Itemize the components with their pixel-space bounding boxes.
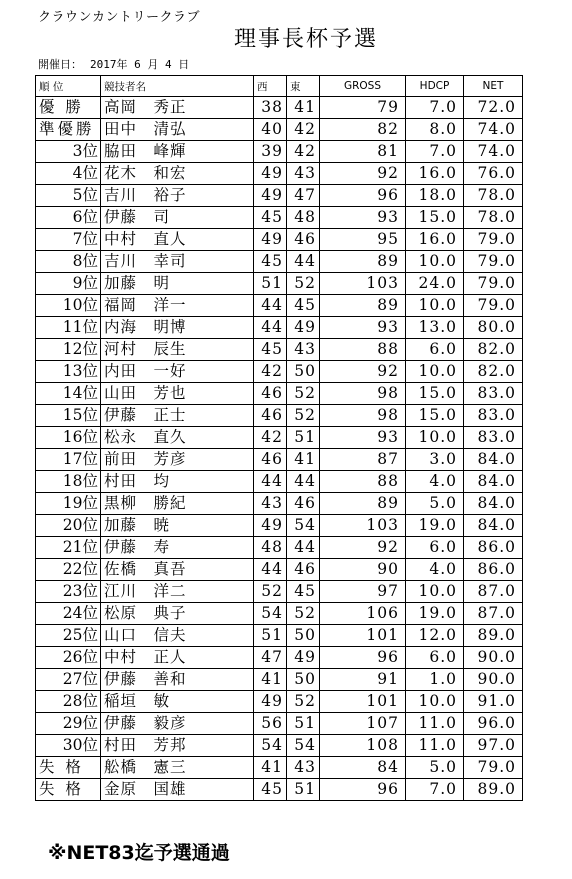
- rank-cell: 5位: [36, 185, 101, 207]
- net-cell: 82.0: [464, 361, 523, 383]
- east-score-cell: 41: [287, 97, 320, 119]
- table-row: [36, 581, 523, 603]
- net-cell: 90.0: [464, 669, 523, 691]
- rank-cell: 6位: [36, 207, 101, 229]
- gross-cell: 103: [320, 273, 406, 295]
- col-header-net: NET: [464, 76, 523, 97]
- name-cell: 吉川 裕子: [101, 185, 254, 207]
- west-score-cell: 39: [254, 141, 287, 163]
- net-cell: 79.0: [464, 757, 523, 779]
- hdcp-cell: 10.0: [406, 295, 464, 317]
- net-cell: 79.0: [464, 229, 523, 251]
- gross-cell: 89: [320, 493, 406, 515]
- east-score-cell: 47: [287, 185, 320, 207]
- table-row: [36, 119, 523, 141]
- rank-cell: 21位: [36, 537, 101, 559]
- rank-cell: 29位: [36, 713, 101, 735]
- gross-cell: 81: [320, 141, 406, 163]
- gross-cell: 96: [320, 779, 406, 801]
- hdcp-cell: 5.0: [406, 757, 464, 779]
- name-cell: 中村 正人: [101, 647, 254, 669]
- name-cell: 松永 直久: [101, 427, 254, 449]
- name-cell: 金原 国雄: [101, 779, 254, 801]
- name-cell: 前田 芳彦: [101, 449, 254, 471]
- table-row: [36, 735, 523, 757]
- west-score-cell: 42: [254, 427, 287, 449]
- net-cell: 76.0: [464, 163, 523, 185]
- gross-cell: 92: [320, 361, 406, 383]
- east-score-cell: 51: [287, 779, 320, 801]
- net-cell: 74.0: [464, 119, 523, 141]
- name-cell: 村田 芳邦: [101, 735, 254, 757]
- rank-cell: 13位: [36, 361, 101, 383]
- gross-cell: 92: [320, 163, 406, 185]
- east-score-cell: 52: [287, 273, 320, 295]
- gross-cell: 103: [320, 515, 406, 537]
- rank-cell: 26位: [36, 647, 101, 669]
- net-cell: 91.0: [464, 691, 523, 713]
- name-cell: 伊藤 寿: [101, 537, 254, 559]
- east-score-cell: 44: [287, 537, 320, 559]
- west-score-cell: 41: [254, 757, 287, 779]
- east-score-cell: 42: [287, 141, 320, 163]
- table-row: [36, 97, 523, 119]
- west-score-cell: 54: [254, 603, 287, 625]
- hdcp-cell: 19.0: [406, 515, 464, 537]
- rank-cell: 7位: [36, 229, 101, 251]
- gross-cell: 96: [320, 185, 406, 207]
- table-row: [36, 405, 523, 427]
- hdcp-cell: 18.0: [406, 185, 464, 207]
- header-row: [36, 76, 523, 97]
- east-score-cell: 52: [287, 383, 320, 405]
- west-score-cell: 48: [254, 537, 287, 559]
- net-cell: 83.0: [464, 427, 523, 449]
- gross-cell: 98: [320, 383, 406, 405]
- east-score-cell: 43: [287, 163, 320, 185]
- gross-cell: 79: [320, 97, 406, 119]
- net-cell: 74.0: [464, 141, 523, 163]
- gross-cell: 96: [320, 647, 406, 669]
- rank-cell: 4位: [36, 163, 101, 185]
- net-cell: 72.0: [464, 97, 523, 119]
- hdcp-cell: 4.0: [406, 471, 464, 493]
- name-cell: 吉川 幸司: [101, 251, 254, 273]
- hdcp-cell: 8.0: [406, 119, 464, 141]
- rank-cell: 28位: [36, 691, 101, 713]
- net-cell: 86.0: [464, 537, 523, 559]
- gross-cell: 95: [320, 229, 406, 251]
- table-row: [36, 713, 523, 735]
- hdcp-cell: 1.0: [406, 669, 464, 691]
- east-score-cell: 50: [287, 669, 320, 691]
- east-score-cell: 44: [287, 471, 320, 493]
- table-row: [36, 295, 523, 317]
- name-cell: 山田 芳也: [101, 383, 254, 405]
- west-score-cell: 54: [254, 735, 287, 757]
- hdcp-cell: 13.0: [406, 317, 464, 339]
- name-cell: 舩橋 憲三: [101, 757, 254, 779]
- club-name: クラウンカントリークラブ: [38, 10, 201, 25]
- west-score-cell: 40: [254, 119, 287, 141]
- gross-cell: 84: [320, 757, 406, 779]
- gross-cell: 89: [320, 251, 406, 273]
- net-cell: 89.0: [464, 625, 523, 647]
- west-score-cell: 44: [254, 295, 287, 317]
- net-cell: 84.0: [464, 449, 523, 471]
- net-cell: 78.0: [464, 185, 523, 207]
- table-row: [36, 185, 523, 207]
- rank-cell: 20位: [36, 515, 101, 537]
- col-header-east: 東: [287, 76, 320, 97]
- name-cell: 福岡 洋一: [101, 295, 254, 317]
- west-score-cell: 47: [254, 647, 287, 669]
- table-row: [36, 603, 523, 625]
- date-label: 開催日：: [38, 58, 82, 71]
- east-score-cell: 45: [287, 581, 320, 603]
- east-score-cell: 54: [287, 515, 320, 537]
- gross-cell: 107: [320, 713, 406, 735]
- rank-cell: 16位: [36, 427, 101, 449]
- east-score-cell: 52: [287, 603, 320, 625]
- page-title: 理事長杯予選: [233, 27, 378, 52]
- net-cell: 90.0: [464, 647, 523, 669]
- hdcp-cell: 10.0: [406, 691, 464, 713]
- name-cell: 佐橋 真吾: [101, 559, 254, 581]
- west-score-cell: 45: [254, 207, 287, 229]
- table-row: [36, 141, 523, 163]
- east-score-cell: 54: [287, 735, 320, 757]
- table-row: [36, 229, 523, 251]
- col-header-name: 競技者名: [101, 76, 254, 97]
- net-cell: 84.0: [464, 493, 523, 515]
- name-cell: 松原 典子: [101, 603, 254, 625]
- rank-cell: 失 格: [36, 779, 101, 801]
- hdcp-cell: 15.0: [406, 383, 464, 405]
- west-score-cell: 42: [254, 361, 287, 383]
- table-row: [36, 361, 523, 383]
- west-score-cell: 44: [254, 471, 287, 493]
- net-cell: 83.0: [464, 383, 523, 405]
- west-score-cell: 45: [254, 339, 287, 361]
- hdcp-cell: 15.0: [406, 207, 464, 229]
- gross-cell: 101: [320, 625, 406, 647]
- hdcp-cell: 7.0: [406, 779, 464, 801]
- gross-cell: 91: [320, 669, 406, 691]
- hdcp-cell: 10.0: [406, 251, 464, 273]
- east-score-cell: 49: [287, 647, 320, 669]
- west-score-cell: 44: [254, 317, 287, 339]
- table-row: [36, 449, 523, 471]
- east-score-cell: 52: [287, 691, 320, 713]
- table-row: [36, 779, 523, 801]
- net-cell: 82.0: [464, 339, 523, 361]
- name-cell: 内田 一好: [101, 361, 254, 383]
- rank-cell: 30位: [36, 735, 101, 757]
- east-score-cell: 46: [287, 559, 320, 581]
- rank-cell: 17位: [36, 449, 101, 471]
- east-score-cell: 51: [287, 713, 320, 735]
- gross-cell: 88: [320, 339, 406, 361]
- east-score-cell: 44: [287, 251, 320, 273]
- net-cell: 89.0: [464, 779, 523, 801]
- table-row: [36, 493, 523, 515]
- table-row: [36, 207, 523, 229]
- table-row: [36, 273, 523, 295]
- rank-cell: 準優勝: [36, 119, 101, 141]
- hdcp-cell: 11.0: [406, 713, 464, 735]
- hdcp-cell: 19.0: [406, 603, 464, 625]
- net-cell: 97.0: [464, 735, 523, 757]
- gross-cell: 93: [320, 317, 406, 339]
- gross-cell: 82: [320, 119, 406, 141]
- gross-cell: 88: [320, 471, 406, 493]
- rank-cell: 27位: [36, 669, 101, 691]
- east-score-cell: 50: [287, 625, 320, 647]
- west-score-cell: 49: [254, 515, 287, 537]
- rank-cell: 23位: [36, 581, 101, 603]
- gross-cell: 101: [320, 691, 406, 713]
- west-score-cell: 46: [254, 449, 287, 471]
- hdcp-cell: 6.0: [406, 647, 464, 669]
- col-header-hdcp: HDCP: [406, 76, 464, 97]
- hdcp-cell: 12.0: [406, 625, 464, 647]
- west-score-cell: 45: [254, 779, 287, 801]
- table-row: [36, 757, 523, 779]
- name-cell: 中村 直人: [101, 229, 254, 251]
- rank-cell: 9位: [36, 273, 101, 295]
- net-cell: 79.0: [464, 251, 523, 273]
- name-cell: 花木 和宏: [101, 163, 254, 185]
- east-score-cell: 42: [287, 119, 320, 141]
- date-value: 2017年 6 月 4 日: [90, 58, 190, 71]
- gross-cell: 90: [320, 559, 406, 581]
- name-cell: 脇田 峰輝: [101, 141, 254, 163]
- rank-cell: 25位: [36, 625, 101, 647]
- rank-cell: 11位: [36, 317, 101, 339]
- net-cell: 86.0: [464, 559, 523, 581]
- hdcp-cell: 5.0: [406, 493, 464, 515]
- name-cell: 山口 信夫: [101, 625, 254, 647]
- name-cell: 伊藤 善和: [101, 669, 254, 691]
- hdcp-cell: 7.0: [406, 141, 464, 163]
- gross-cell: 92: [320, 537, 406, 559]
- west-score-cell: 49: [254, 163, 287, 185]
- rank-cell: 15位: [36, 405, 101, 427]
- table-row: [36, 339, 523, 361]
- west-score-cell: 44: [254, 559, 287, 581]
- west-score-cell: 49: [254, 185, 287, 207]
- name-cell: 高岡 秀正: [101, 97, 254, 119]
- west-score-cell: 38: [254, 97, 287, 119]
- west-score-cell: 49: [254, 691, 287, 713]
- rank-cell: 12位: [36, 339, 101, 361]
- gross-cell: 93: [320, 207, 406, 229]
- net-cell: 96.0: [464, 713, 523, 735]
- net-cell: 84.0: [464, 471, 523, 493]
- net-cell: 78.0: [464, 207, 523, 229]
- hdcp-cell: 4.0: [406, 559, 464, 581]
- net-cell: 84.0: [464, 515, 523, 537]
- table-row: [36, 471, 523, 493]
- gross-cell: 93: [320, 427, 406, 449]
- name-cell: 河村 辰生: [101, 339, 254, 361]
- rank-cell: 8位: [36, 251, 101, 273]
- net-cell: 79.0: [464, 295, 523, 317]
- name-cell: 江川 洋二: [101, 581, 254, 603]
- hdcp-cell: 10.0: [406, 361, 464, 383]
- rank-cell: 14位: [36, 383, 101, 405]
- col-header-gross: GROSS: [320, 76, 406, 97]
- table-row: [36, 251, 523, 273]
- hdcp-cell: 6.0: [406, 339, 464, 361]
- west-score-cell: 41: [254, 669, 287, 691]
- east-score-cell: 46: [287, 493, 320, 515]
- table-row: [36, 317, 523, 339]
- east-score-cell: 50: [287, 361, 320, 383]
- rank-cell: 優 勝: [36, 97, 101, 119]
- hdcp-cell: 16.0: [406, 163, 464, 185]
- rank-cell: 22位: [36, 559, 101, 581]
- name-cell: 田中 清弘: [101, 119, 254, 141]
- hdcp-cell: 7.0: [406, 97, 464, 119]
- qualification-note: ※NET83迄予選通過: [48, 842, 230, 864]
- gross-cell: 98: [320, 405, 406, 427]
- net-cell: 79.0: [464, 273, 523, 295]
- west-score-cell: 46: [254, 405, 287, 427]
- east-score-cell: 51: [287, 427, 320, 449]
- rank-cell: 失 格: [36, 757, 101, 779]
- table-row: [36, 625, 523, 647]
- name-cell: 村田 均: [101, 471, 254, 493]
- name-cell: 稲垣 敏: [101, 691, 254, 713]
- east-score-cell: 43: [287, 339, 320, 361]
- hdcp-cell: 16.0: [406, 229, 464, 251]
- west-score-cell: 51: [254, 625, 287, 647]
- west-score-cell: 56: [254, 713, 287, 735]
- gross-cell: 106: [320, 603, 406, 625]
- rank-cell: 10位: [36, 295, 101, 317]
- name-cell: 伊藤 毅彦: [101, 713, 254, 735]
- col-header-rank: 順 位: [36, 76, 101, 97]
- name-cell: 加藤 暁: [101, 515, 254, 537]
- table-row: [36, 427, 523, 449]
- hdcp-cell: 24.0: [406, 273, 464, 295]
- hdcp-cell: 15.0: [406, 405, 464, 427]
- name-cell: 加藤 明: [101, 273, 254, 295]
- rank-cell: 24位: [36, 603, 101, 625]
- table-row: [36, 383, 523, 405]
- name-cell: 伊藤 正士: [101, 405, 254, 427]
- east-score-cell: 52: [287, 405, 320, 427]
- results-table: [35, 75, 523, 801]
- west-score-cell: 43: [254, 493, 287, 515]
- net-cell: 83.0: [464, 405, 523, 427]
- hdcp-cell: 10.0: [406, 427, 464, 449]
- table-row: [36, 691, 523, 713]
- west-score-cell: 49: [254, 229, 287, 251]
- east-score-cell: 46: [287, 229, 320, 251]
- hdcp-cell: 3.0: [406, 449, 464, 471]
- gross-cell: 89: [320, 295, 406, 317]
- east-score-cell: 45: [287, 295, 320, 317]
- gross-cell: 108: [320, 735, 406, 757]
- table-row: [36, 163, 523, 185]
- event-date: [38, 56, 189, 72]
- hdcp-cell: 6.0: [406, 537, 464, 559]
- col-header-west: 西: [254, 76, 287, 97]
- name-cell: 黒柳 勝紀: [101, 493, 254, 515]
- table-row: [36, 537, 523, 559]
- rank-cell: 18位: [36, 471, 101, 493]
- east-score-cell: 41: [287, 449, 320, 471]
- hdcp-cell: 10.0: [406, 581, 464, 603]
- west-score-cell: 45: [254, 251, 287, 273]
- west-score-cell: 46: [254, 383, 287, 405]
- gross-cell: 97: [320, 581, 406, 603]
- east-score-cell: 43: [287, 757, 320, 779]
- west-score-cell: 52: [254, 581, 287, 603]
- rank-cell: 19位: [36, 493, 101, 515]
- table-row: [36, 515, 523, 537]
- hdcp-cell: 11.0: [406, 735, 464, 757]
- gross-cell: 87: [320, 449, 406, 471]
- net-cell: 87.0: [464, 603, 523, 625]
- table-row: [36, 669, 523, 691]
- table-row: [36, 647, 523, 669]
- name-cell: 伊藤 司: [101, 207, 254, 229]
- east-score-cell: 49: [287, 317, 320, 339]
- east-score-cell: 48: [287, 207, 320, 229]
- net-cell: 87.0: [464, 581, 523, 603]
- name-cell: 内海 明博: [101, 317, 254, 339]
- west-score-cell: 51: [254, 273, 287, 295]
- table-row: [36, 559, 523, 581]
- rank-cell: 3位: [36, 141, 101, 163]
- net-cell: 80.0: [464, 317, 523, 339]
